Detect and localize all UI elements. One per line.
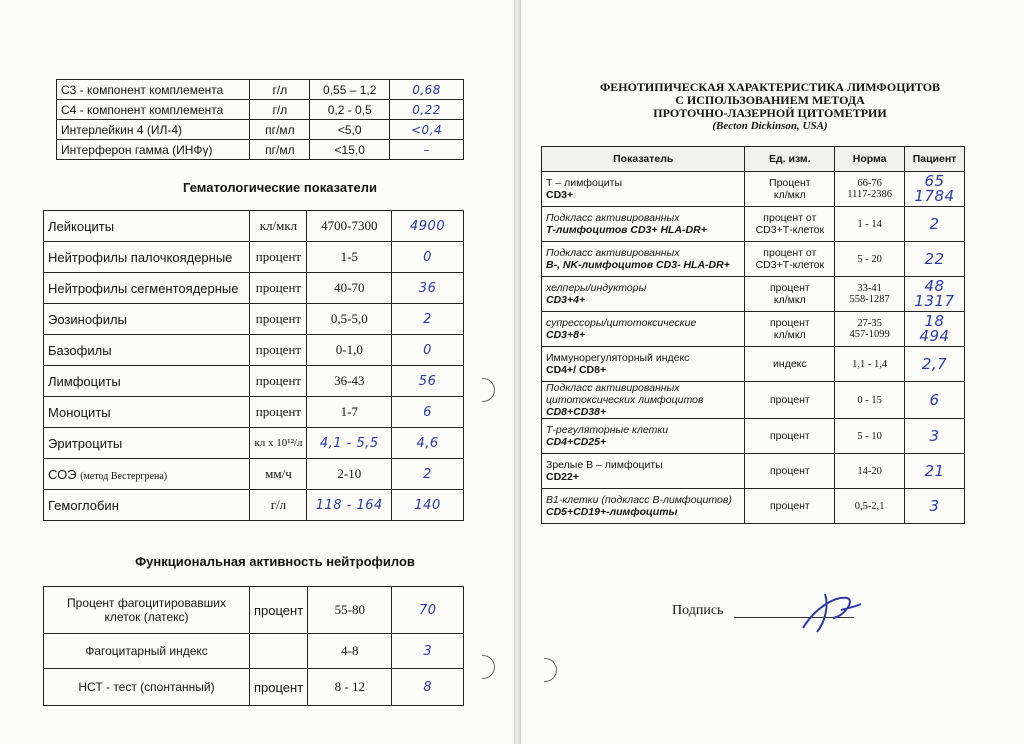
param-name: СОЭ: [48, 466, 77, 482]
param-name: Интерлейкин 4 (ИЛ-4): [57, 120, 250, 140]
param-name-cell: [44, 273, 250, 304]
param-norm: 33-41 558-1287: [835, 277, 905, 312]
param-code: CD3+4+: [546, 294, 586, 306]
param-name-cell: [44, 366, 250, 397]
col-header-patient: Пациент: [905, 147, 965, 172]
table-row: [57, 100, 464, 120]
param-name-cell: [542, 489, 745, 524]
param-code: CD5+CD19+-лимфоциты: [546, 506, 678, 518]
param-name: Нейтрофилы палочкоядерные: [48, 249, 233, 265]
param-name-cell: [44, 211, 250, 242]
param-unit: [249, 634, 307, 669]
param-norm: 2-10: [307, 459, 392, 490]
patient-value: 0,68: [390, 80, 464, 100]
param-name-cell: [44, 304, 250, 335]
param-name: Т-регуляторные клетки: [546, 424, 669, 436]
col-header-unit: Ед. изм.: [745, 147, 835, 172]
param-name-cell: [542, 172, 745, 207]
param-unit: процент от CD3+Т-клеток: [745, 207, 835, 242]
table-row: [542, 172, 965, 207]
param-norm: 8 - 12: [308, 669, 392, 706]
param-unit: мм/ч: [250, 459, 307, 490]
param-unit: индекс: [745, 347, 835, 382]
table-row: [542, 419, 965, 454]
param-norm: 4-8: [308, 634, 392, 669]
patient-value: 0: [392, 335, 464, 366]
param-unit: процент: [250, 335, 307, 366]
table-row: [542, 489, 965, 524]
param-norm: 0 - 15: [835, 382, 905, 419]
param-norm: 27-35 457-1099: [835, 312, 905, 347]
param-name: Зрелые В – лимфоциты: [546, 459, 663, 471]
table-row: [44, 273, 464, 304]
param-norm: 1-5: [307, 242, 392, 273]
param-unit: процент: [250, 397, 307, 428]
table-row: [44, 428, 464, 459]
patient-value: 8: [392, 669, 464, 706]
param-unit: процент: [250, 366, 307, 397]
table-row: [44, 490, 464, 521]
patient-value: 2: [905, 207, 965, 242]
param-name: Подкласс активированных цитотоксических лимфоцитов: [546, 382, 704, 406]
param-name-cell: [542, 207, 745, 242]
param-unit: процент: [745, 454, 835, 489]
patient-value: <0,4: [390, 120, 464, 140]
patient-value: 0,22: [390, 100, 464, 120]
param-unit: процент: [250, 242, 307, 273]
patient-value: 0: [392, 242, 464, 273]
param-name-cell: [542, 242, 745, 277]
param-name: Лейкоциты: [48, 218, 115, 234]
param-unit: кл х 10¹²/л: [250, 428, 307, 459]
table-row: [44, 669, 464, 706]
param-name: Эозинофилы: [48, 311, 127, 327]
patient-value: 4,6: [392, 428, 464, 459]
param-name: Моноциты: [48, 404, 111, 420]
hematology-table: [43, 210, 464, 521]
param-name: В1-клетки (подкласс В-лимфоцитов): [546, 494, 732, 506]
param-norm: <5,0: [310, 120, 390, 140]
param-unit: процент кл/мкл: [745, 277, 835, 312]
param-unit: процент: [250, 273, 307, 304]
param-name: С3 - компонент комплемента: [57, 80, 250, 100]
param-unit: г/л: [250, 80, 310, 100]
param-code: CD22+: [546, 471, 579, 483]
param-name: Нейтрофилы сегментоядерные: [48, 280, 239, 296]
phenotype-title: [560, 81, 980, 133]
param-code: CD4+/ CD8+: [546, 364, 607, 376]
param-norm: 14-20: [835, 454, 905, 489]
param-unit: процент: [249, 587, 307, 634]
patient-value: 3: [905, 419, 965, 454]
table-row: [44, 304, 464, 335]
table-row: [57, 120, 464, 140]
param-unit: кл/мкл: [250, 211, 307, 242]
param-norm: 0,2 - 0,5: [310, 100, 390, 120]
param-name-cell: [44, 490, 250, 521]
patient-value: 4900: [392, 211, 464, 242]
param-name: Базофилы: [48, 342, 112, 358]
col-header-norm: Норма: [835, 147, 905, 172]
param-unit: процент от CD3+Т-клеток: [745, 242, 835, 277]
param-name: С4 - компонент комплемента: [57, 100, 250, 120]
param-name: хелперы/индукторы: [546, 282, 647, 294]
table-row: [44, 335, 464, 366]
patient-value: 6: [905, 382, 965, 419]
param-norm: <15,0: [310, 140, 390, 160]
signature-mark: [795, 588, 865, 636]
table-row: [542, 454, 965, 489]
patient-value: 65 1784: [905, 172, 965, 207]
table-row: [542, 277, 965, 312]
param-name-cell: [44, 335, 250, 366]
patient-value: 36: [392, 273, 464, 304]
table-row: [44, 459, 464, 490]
table-row: [44, 242, 464, 273]
param-name: Т – лимфоциты: [546, 177, 623, 189]
param-unit: процент: [745, 419, 835, 454]
param-name: Иммунорегуляторный индекс: [546, 352, 690, 364]
param-norm: 1-7: [307, 397, 392, 428]
param-name-cell: [44, 459, 250, 490]
table-row: [44, 587, 464, 634]
param-name: Лимфоциты: [48, 373, 121, 389]
param-unit: процент: [745, 489, 835, 524]
patient-value: 3: [392, 634, 464, 669]
signature-label: Подпись: [672, 603, 724, 618]
col-header-name: Показатель: [542, 147, 745, 172]
param-note: (метод Вестергрена): [80, 470, 168, 482]
param-norm: 4700-7300: [307, 211, 392, 242]
patient-value: 18 494: [905, 312, 965, 347]
param-name-cell: [542, 277, 745, 312]
patient-value: 21: [905, 454, 965, 489]
patient-value: 2: [392, 459, 464, 490]
phenotype-title-line1: ФЕНОТИПИЧЕСКАЯ ХАРАКТЕРИСТИКА ЛИМФОЦИТОВ: [599, 80, 941, 94]
patient-value: 2: [392, 304, 464, 335]
neutrophil-table: [43, 586, 464, 706]
param-norm: 66-76 1117-2386: [835, 172, 905, 207]
phenotype-title-line3: ПРОТОЧНО-ЛАЗЕРНОЙ ЦИТОМЕТРИИ: [653, 106, 887, 120]
patient-value: 140: [392, 490, 464, 521]
param-norm: 118 - 164: [307, 490, 392, 521]
param-code: CD4+CD25+: [546, 436, 607, 448]
phenotype-title-line4: (Becton Dickinson, USA): [712, 120, 828, 132]
param-name: Гемоглобин: [48, 497, 119, 513]
param-unit: пг/мл: [250, 120, 310, 140]
param-code: CD3+: [546, 189, 574, 201]
param-name-cell: [44, 428, 250, 459]
param-name-cell: [542, 382, 745, 419]
table-row: [542, 242, 965, 277]
param-name-cell: [542, 347, 745, 382]
param-norm: 0,5-5,0: [307, 304, 392, 335]
param-norm: 1 - 14: [835, 207, 905, 242]
complement-table: [56, 79, 464, 160]
param-name-cell: [542, 454, 745, 489]
param-unit: г/л: [250, 490, 307, 521]
param-name-cell: [44, 397, 250, 428]
table-row: [542, 207, 965, 242]
param-unit: процент: [745, 382, 835, 419]
param-norm: 5 - 10: [835, 419, 905, 454]
param-name-cell: [542, 419, 745, 454]
param-name: Фагоцитарный индекс: [44, 634, 250, 669]
param-unit: Процент кл/мкл: [745, 172, 835, 207]
table-row: [44, 211, 464, 242]
table-row: [542, 382, 965, 419]
param-code: В-, NK-лимфоцитов CD3- HLA-DR+: [546, 259, 730, 271]
page-fold: [514, 0, 521, 744]
patient-value: 56: [392, 366, 464, 397]
table-row: [542, 347, 965, 382]
param-norm: 0,55 – 1,2: [310, 80, 390, 100]
param-name-cell: [542, 312, 745, 347]
param-norm: 0,5-2,1: [835, 489, 905, 524]
param-unit: пг/мл: [250, 140, 310, 160]
param-name: Эритроциты: [48, 435, 123, 451]
table-row: [57, 140, 464, 160]
param-name: НСТ - тест (спонтанный): [44, 669, 250, 706]
param-norm: 4,1 - 5,5: [307, 428, 392, 459]
param-code: CD8+CD38+: [546, 406, 607, 418]
param-name: Подкласс активированных: [546, 247, 680, 259]
param-unit: процент кл/мкл: [745, 312, 835, 347]
patient-value: 6: [392, 397, 464, 428]
param-unit: процент: [250, 304, 307, 335]
table-row: [44, 366, 464, 397]
patient-value: 22: [905, 242, 965, 277]
table-row: [44, 397, 464, 428]
param-norm: 55-80: [308, 587, 392, 634]
param-norm: 0-1,0: [307, 335, 392, 366]
phenotype-title-line2: С ИСПОЛЬЗОВАНИЕМ МЕТОДА: [675, 93, 865, 107]
param-norm: 36-43: [307, 366, 392, 397]
phenotype-table: [541, 146, 965, 524]
patient-value: 2,7: [905, 347, 965, 382]
param-code: CD3+8+: [546, 329, 586, 341]
param-unit: г/л: [250, 100, 310, 120]
param-unit: процент: [249, 669, 307, 706]
param-name: Интерферон гамма (ИНФγ): [57, 140, 250, 160]
table-row: [542, 312, 965, 347]
param-norm: 1,1 - 1,4: [835, 347, 905, 382]
param-name: Подкласс активированных: [546, 212, 680, 224]
table-row: [57, 80, 464, 100]
param-norm: 5 - 20: [835, 242, 905, 277]
neutrophil-title: Функциональная активность нейтрофилов: [135, 554, 415, 569]
param-code: Т-лимфоцитов CD3+ HLA-DR+: [546, 224, 707, 236]
patient-value: 3: [905, 489, 965, 524]
patient-value: –: [390, 140, 464, 160]
param-name-cell: [44, 242, 250, 273]
patient-value: 48 1317: [905, 277, 965, 312]
patient-value: 70: [392, 587, 464, 634]
param-name: Процент фагоцитировавших клеток (латекс): [44, 587, 250, 634]
param-name: супрессоры/цитотоксические: [546, 317, 697, 329]
param-norm: 40-70: [307, 273, 392, 304]
table-row: [44, 634, 464, 669]
hematology-title: Гематологические показатели: [183, 180, 377, 195]
